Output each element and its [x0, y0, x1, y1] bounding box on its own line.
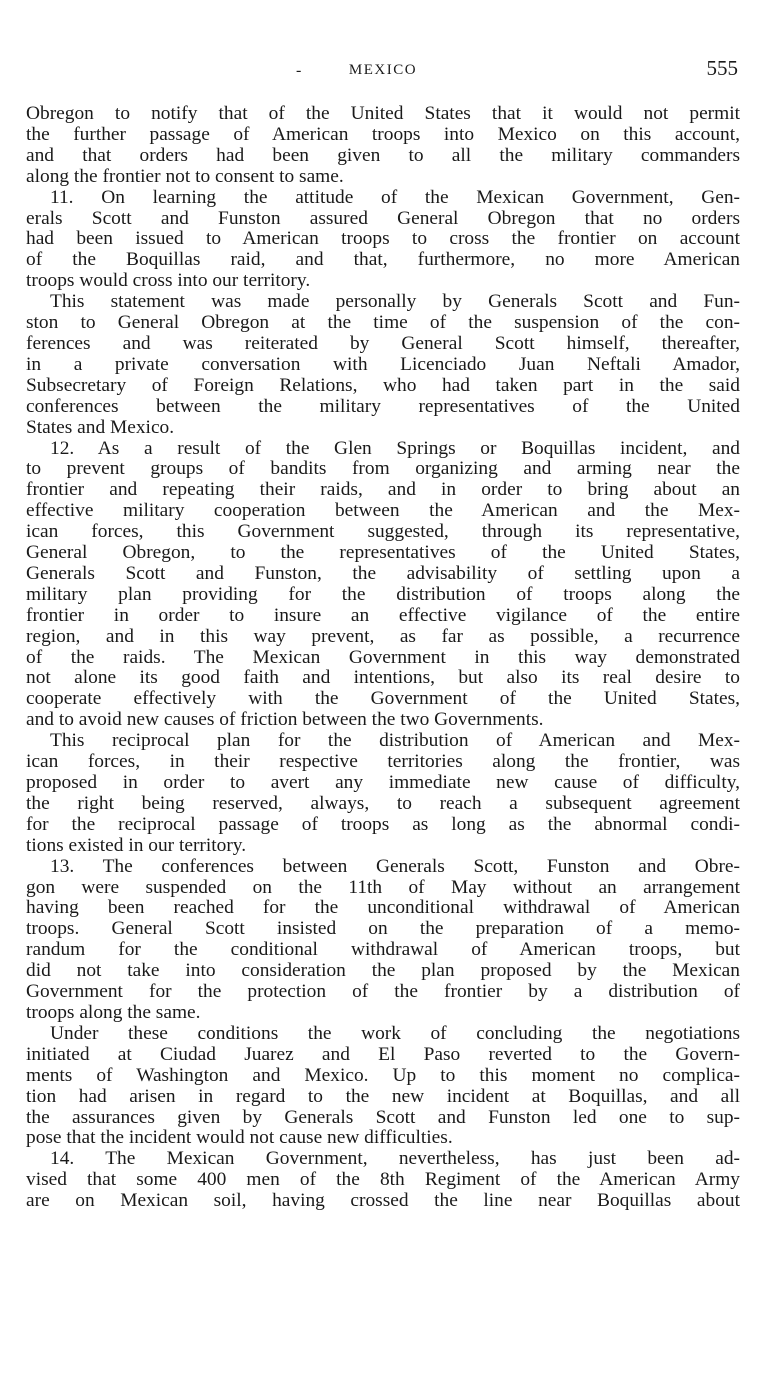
header-mark: - [296, 62, 302, 79]
text-line: did not take into consideration the plan proposed by the Mexican [26, 960, 740, 982]
text-line: erals Scott and Funston assured General Obregon that no orders [26, 207, 740, 229]
text-line: gon were suspended on the 11th of May without an arrangement [26, 876, 740, 898]
text-line: 14. The Mexican Government, nevertheless, has just been ad- [50, 1148, 740, 1170]
document-page [26, 52, 740, 1212]
text-line: of the raids. The Mexican Government in this way demonstrated [26, 646, 740, 668]
text-line: initiated at Ciudad Juarez and El Paso reverted to the Govern- [26, 1043, 740, 1065]
text-line: conferences between the military representatives of the United [26, 395, 740, 417]
text-line: ican forces, this Government suggested, through its representative, [26, 521, 740, 543]
text-line: military plan providing for the distribution of troops along the [26, 583, 740, 605]
text-line: are on Mexican soil, having crossed the line near Boquillas about [26, 1190, 740, 1212]
text-line: 13. The conferences between Generals Scott, Funston and Obre- [50, 855, 740, 877]
header-title: MEXICO [348, 62, 418, 78]
text-line: General Obregon, to the representatives of the United States, [26, 542, 740, 564]
text-line: effective military cooperation between the American and the Mex- [26, 500, 740, 522]
body-text [26, 104, 740, 1212]
text-line: the right being reserved, always, to reach a subsequent agreement [26, 792, 740, 814]
text-line: in a private conversation with Licenciado Juan Neftali Amador, [26, 353, 740, 375]
text-line: ston to General Obregon at the time of the suspension of the con- [26, 312, 740, 334]
text-line: troops along the same. [26, 1001, 201, 1023]
running-header [26, 52, 740, 92]
text-line: This statement was made personally by Generals Scott and Fun- [50, 291, 740, 313]
text-line: and to avoid new causes of friction between the two Governments. [26, 709, 544, 731]
text-line: along the frontier not to consent to same. [26, 165, 344, 187]
text-line: had been issued to American troops to cross the frontier on account [26, 228, 740, 250]
text-line: States and Mexico. [26, 416, 175, 438]
text-line: Government for the protection of the frontier by a distribution of [26, 981, 740, 1003]
text-line: tions existed in our territory. [26, 834, 247, 856]
text-line: frontier and repeating their raids, and in order to bring about an [26, 479, 740, 501]
text-line: tion had arisen in regard to the new incident at Boquillas, and all [26, 1085, 740, 1107]
text-line: of the Boquillas raid, and that, furthermore, no more American [26, 249, 740, 271]
text-line: having been reached for the unconditional withdrawal of American [26, 897, 740, 919]
text-line: not alone its good faith and intentions, but also its real desire to [26, 667, 740, 689]
text-line: troops would cross into our territory. [26, 270, 311, 292]
text-line: randum for the conditional withdrawal of American troops, but [26, 939, 740, 961]
text-line: 12. As a result of the Glen Springs or Boquillas incident, and [50, 437, 740, 459]
text-line: the assurances given by Generals Scott and Funston led one to sup- [26, 1106, 740, 1128]
text-line: 11. On learning the attitude of the Mexican Government, Gen- [50, 186, 740, 208]
text-line: ments of Washington and Mexico. Up to this moment no complica- [26, 1064, 740, 1086]
page-number: 555 [706, 56, 738, 80]
text-line: vised that some 400 men of the 8th Regiment of the American Army [26, 1169, 740, 1191]
text-line: proposed in order to avert any immediate new cause of difficulty, [26, 772, 740, 793]
text-line: ferences and was reiterated by General Scott himself, thereafter, [26, 332, 740, 354]
text-line: Obregon to notify that of the United States that it would not permit [26, 103, 740, 124]
text-line: troops. General Scott insisted on the preparation of a memo- [26, 918, 740, 940]
text-line: cooperate effectively with the Government of the United States, [26, 688, 740, 710]
text-line: Subsecretary of Foreign Relations, who had taken part in the said [26, 374, 740, 396]
text-line: Under these conditions the work of concluding the negotiations [50, 1022, 740, 1044]
text-line: pose that the incident would not cause new difficulties. [26, 1127, 453, 1149]
text-line: frontier in order to insure an effective vigilance of the entire [26, 604, 740, 626]
text-line: ican forces, in their respective territories along the frontier, was [26, 751, 740, 773]
text-line: for the reciprocal passage of troops as long as the abnormal condi- [26, 813, 740, 835]
text-line: Generals Scott and Funston, the advisability of settling upon a [26, 562, 740, 584]
text-line: and that orders had been given to all the military commanders [26, 144, 740, 166]
text-line: This reciprocal plan for the distribution of American and Mex- [50, 730, 740, 752]
text-line: region, and in this way prevent, as far as possible, a recurrence [26, 625, 740, 647]
text-line: to prevent groups of bandits from organizing and arming near the [26, 458, 740, 480]
text-line: the further passage of American troops into Mexico on this account, [26, 123, 740, 145]
